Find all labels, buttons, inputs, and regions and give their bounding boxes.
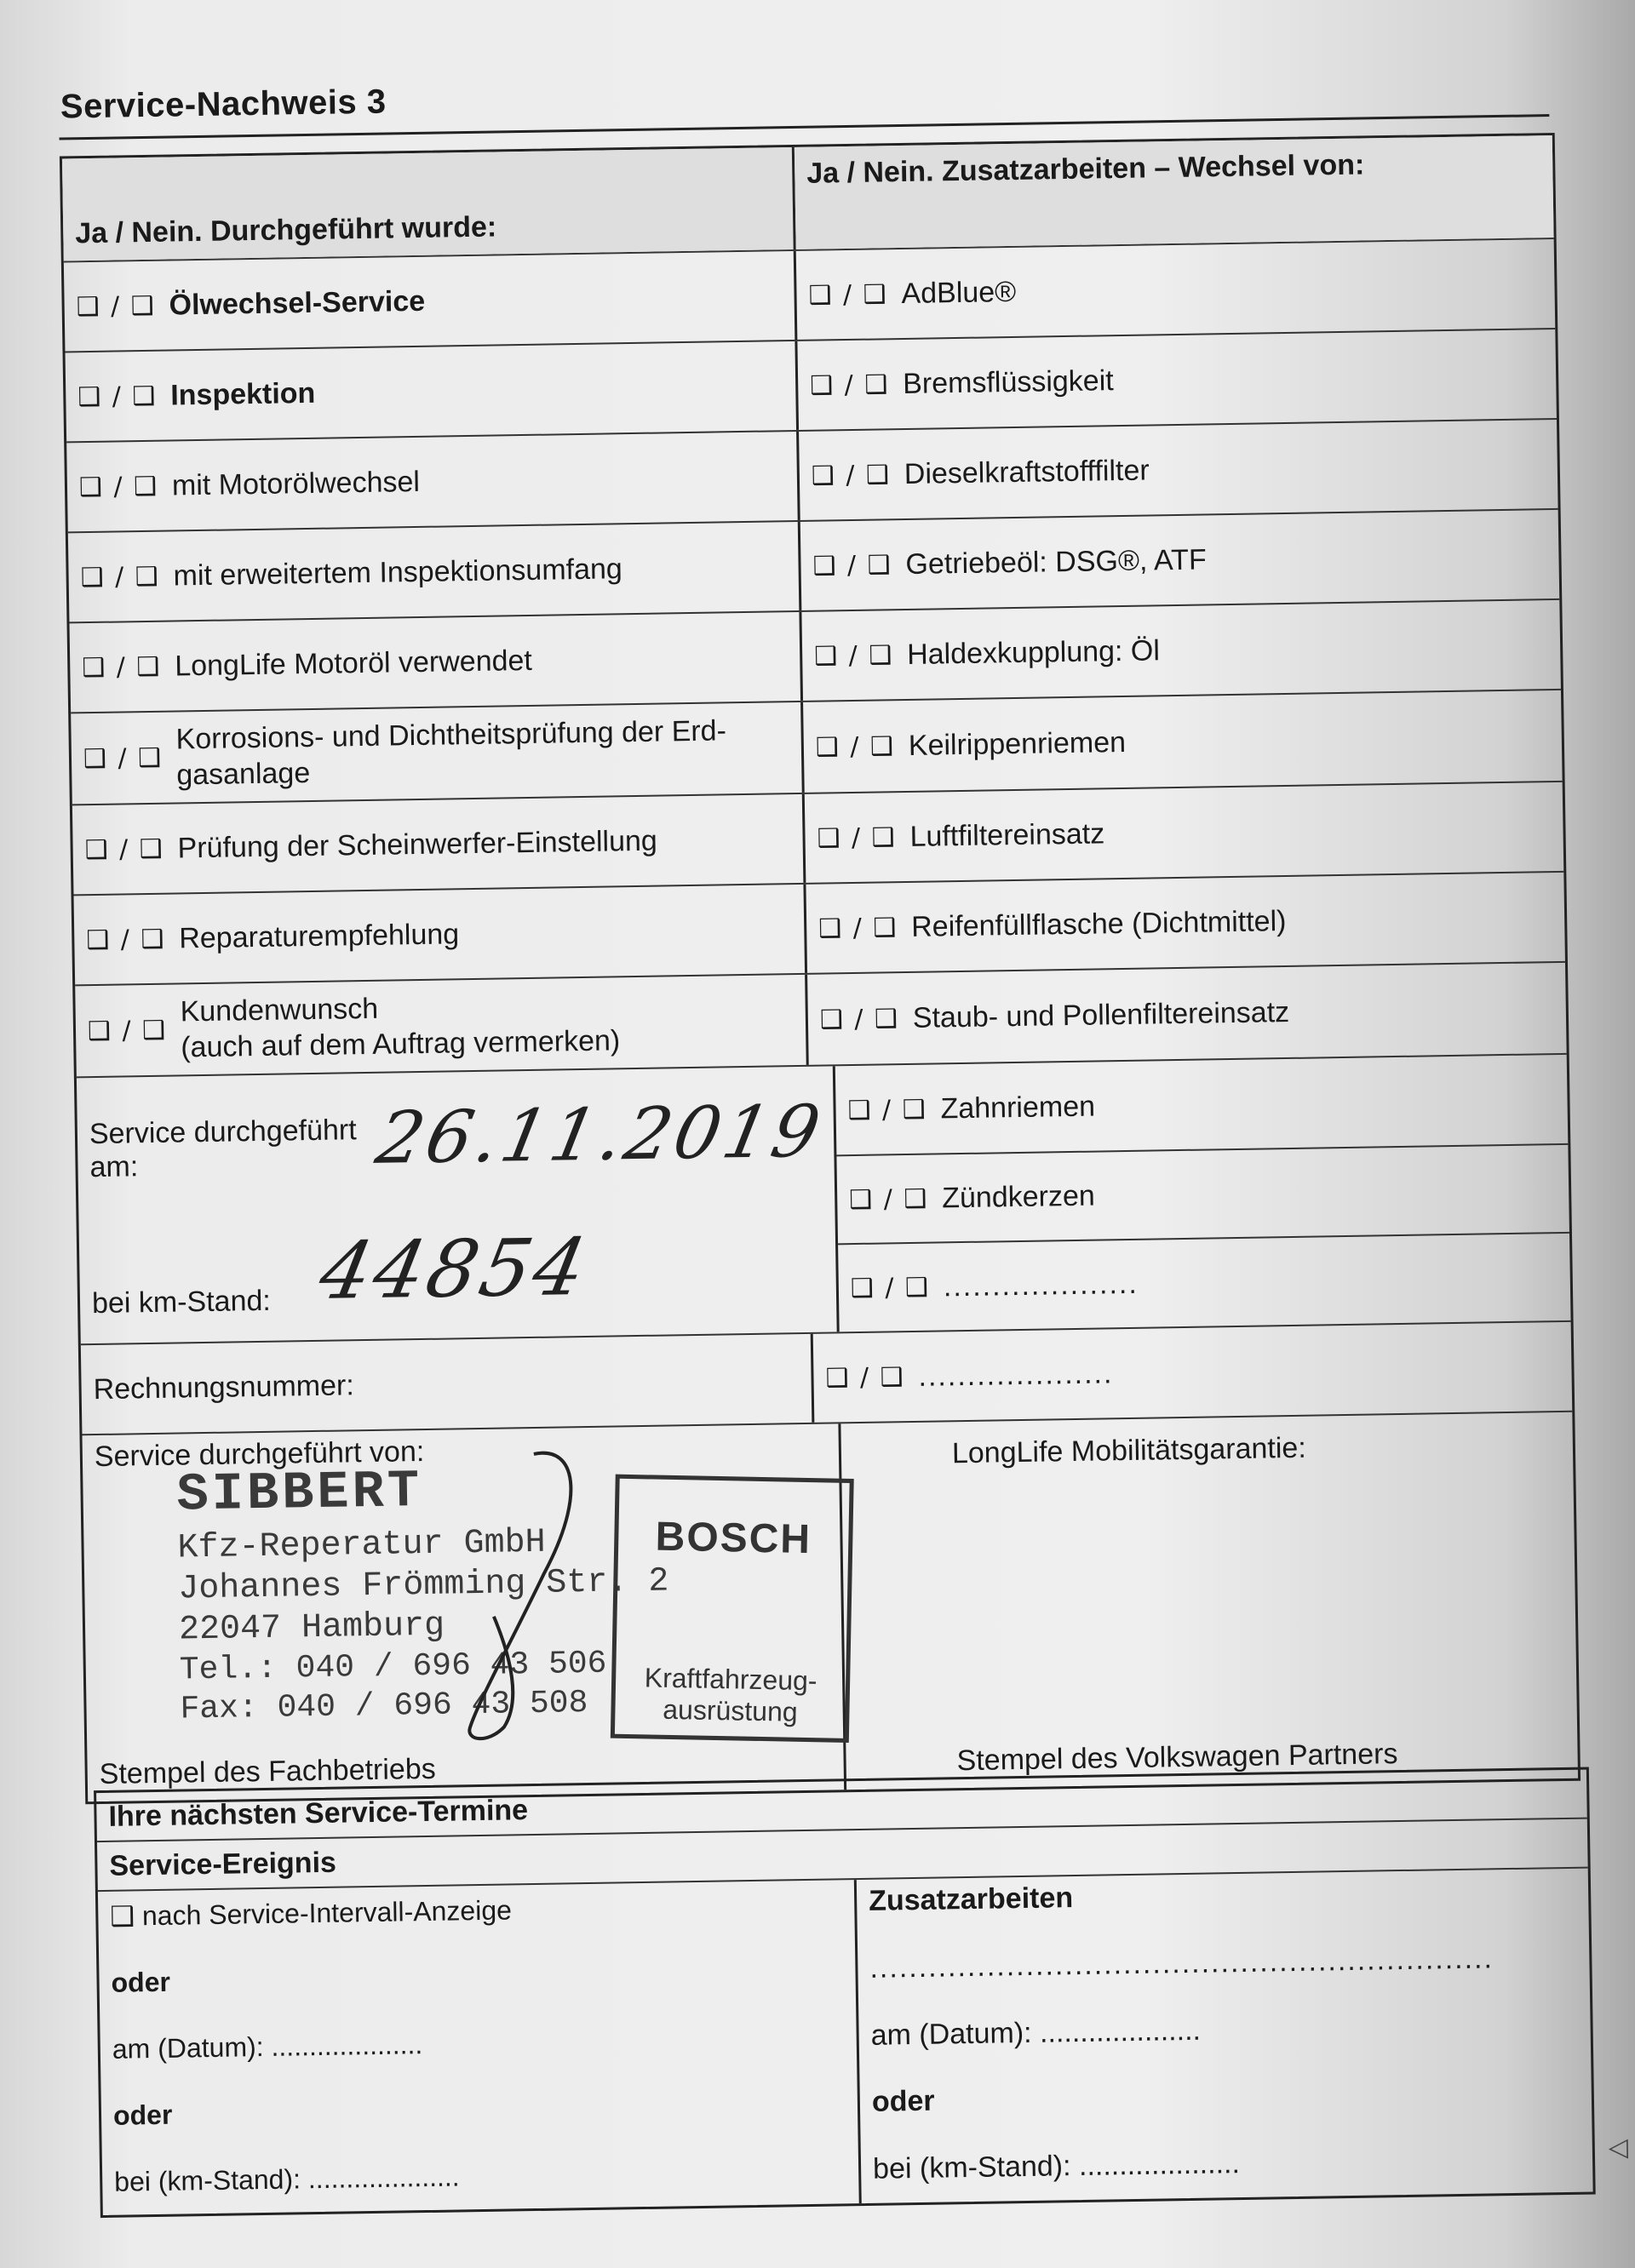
- event-header: Service-Ereignis: [109, 1846, 337, 1882]
- checkbox-pair[interactable]: ❑ / ❑: [813, 639, 894, 672]
- mobility-guarantee-label: LongLife Mobilitätsgarantie:: [951, 1431, 1307, 1470]
- left-item-longlife-oil: ❑ / ❑ LongLife Motoröl verwendet: [70, 612, 804, 712]
- right-item-blank-1: ❑ / ❑ ....................: [838, 1232, 1571, 1332]
- checkbox-pair[interactable]: ❑ / ❑: [812, 549, 892, 581]
- right-item-air-filter: ❑ / ❑ Luftfiltereinsatz: [817, 816, 1105, 854]
- service-record-sheet: [17, 14, 1629, 2251]
- checkbox-pair[interactable]: ❑ / ❑: [818, 912, 898, 944]
- right-subrows: [835, 1055, 1571, 1332]
- table-row: [77, 1053, 1571, 1343]
- checkbox-pair[interactable]: ❑ / ❑: [811, 459, 892, 491]
- left-item-customer-request: ❑ / ❑ Kundenwunsch (auch auf dem Auftrag vermerken): [75, 975, 809, 1076]
- right-header: Ja / Nein. Zusatzarbeiten – Wechsel von:: [795, 135, 1554, 249]
- right-item-brake-fluid: ❑ / ❑ Bremsflüssigkeit: [809, 364, 1114, 401]
- workshop-stamp-cell: [82, 1423, 846, 1801]
- right-item-tire-sealant: ❑ / ❑ Reifenfüllflasche (Dichtmittel): [818, 904, 1287, 944]
- checkbox-pair[interactable]: ❑ / ❑: [76, 290, 156, 322]
- extra-km-field[interactable]: bei (km-Stand): ....................: [872, 2147, 1241, 2185]
- left-item-oil-change-sub: ❑ / ❑ mit Motorölwechsel: [66, 432, 800, 531]
- stamp-line: 22047 Hamburg: [178, 1606, 445, 1650]
- event-column: ❑ nach Service-Intervall-Anzeige oder am (Datum): .................... oder bei (km-Stand): ....................: [98, 1880, 862, 2215]
- invoice-number-field: Rechnungsnummer:: [81, 1334, 815, 1434]
- service-table: [60, 133, 1580, 1804]
- checkbox-pair[interactable]: ❑ / ❑: [808, 278, 888, 311]
- bosch-stamp: BOSCH Kraftfahrzeug- ausrüstung: [611, 1475, 854, 1743]
- right-item-blank-2: ❑ / ❑ ....................: [825, 1356, 1114, 1394]
- checkbox-pair[interactable]: ❑ / ❑: [86, 924, 166, 955]
- checkbox-pair[interactable]: ❑ / ❑: [78, 471, 159, 502]
- left-item-headlight: ❑ / ❑ Prüfung der Scheinwerfer-Einstellung: [72, 794, 806, 894]
- left-item-oil-change: ❑ / ❑ Ölwechsel-Service: [64, 251, 798, 351]
- right-item-haldex: ❑ / ❑ Haldexkupplung: Öl: [813, 633, 1161, 672]
- stamp-line: Fax: 040 / 696 43 508: [180, 1685, 588, 1728]
- stamp-line: Kfz-Reperatur GmbH: [177, 1523, 546, 1568]
- left-item-extended-inspection: ❑ / ❑ mit erweitertem Inspektionsumfang: [68, 522, 802, 621]
- stamp-line: Tel.: 040 / 696 43 506: [179, 1645, 607, 1689]
- extra-date-field[interactable]: am (Datum): ....................: [870, 2013, 1202, 2052]
- checkbox-pair[interactable]: ❑ / ❑: [80, 561, 160, 593]
- next-km-field[interactable]: bei (km-Stand): ....................: [113, 2161, 460, 2197]
- right-item-belt: ❑ / ❑ Keilrippenriemen: [815, 725, 1127, 763]
- handwritten-km[interactable]: 44854: [312, 1222, 597, 1318]
- left-header: Ja / Nein. Durchgeführt wurde:: [62, 147, 796, 261]
- right-item-gear-oil: ❑ / ❑ Getriebeöl: DSG®, ATF: [812, 542, 1207, 581]
- checkbox-pair[interactable]: ❑ / ❑: [848, 1183, 929, 1215]
- partner-stamp-cell: [840, 1412, 1578, 1790]
- page-title: Service-Nachweis 3: [60, 83, 387, 126]
- checkbox-pair[interactable]: ❑ / ❑: [825, 1361, 905, 1394]
- left-item-inspection: ❑ / ❑ Inspektion: [66, 341, 800, 441]
- checkbox-pair[interactable]: ❑ / ❑: [82, 651, 162, 683]
- stamp-company-name: SIBBERT: [176, 1461, 423, 1526]
- next-body-row: [98, 1867, 1593, 2215]
- checkbox-pair[interactable]: ❑ / ❑: [809, 369, 890, 401]
- service-date-km-block: [77, 1066, 840, 1343]
- stamp-caption-right: Stempel des Volkswagen Partners: [956, 1738, 1398, 1778]
- checkbox-pair[interactable]: ❑ / ❑: [87, 1015, 168, 1046]
- left-item-gas-check: ❑ / ❑ Korrosions- und Dichtheitsprüfung der Erd- gasanlage: [71, 702, 805, 804]
- checkbox-pair[interactable]: ❑ / ❑: [83, 742, 164, 774]
- checkbox-pair[interactable]: ❑ / ❑: [817, 822, 897, 854]
- extra-dots-line[interactable]: ................................................................: [869, 1942, 1494, 1984]
- checkbox-pair[interactable]: ❑ / ❑: [815, 730, 896, 763]
- checkbox-pair[interactable]: ❑ / ❑: [84, 833, 164, 865]
- service-date-field: Service durchgeführt am: 26.11.2019: [89, 1089, 830, 1183]
- next-service-table: [94, 1767, 1596, 2219]
- right-item-spark-plugs: ❑ / ❑ Zündkerzen: [836, 1143, 1569, 1243]
- bosch-brand: BOSCH: [655, 1514, 812, 1563]
- right-item-diesel-filter: ❑ / ❑ Dieselkraftstofffilter: [811, 453, 1150, 491]
- right-item-adblue: ❑ / ❑ AdBlue®: [808, 275, 1017, 311]
- km-field: bei km-Stand: 44854: [91, 1222, 597, 1320]
- checkbox-pair[interactable]: ❑ / ❑: [819, 1003, 900, 1035]
- stamp-caption-left: Stempel des Fachbetriebs: [99, 1752, 436, 1791]
- next-date-field[interactable]: am (Datum): ....................: [112, 2029, 423, 2065]
- checkbox-pair[interactable]: ❑ / ❑: [847, 1094, 927, 1125]
- signature-icon: [440, 1445, 599, 1754]
- right-item-pollen-filter: ❑ / ❑ Staub- und Pollenfiltereinsatz: [819, 995, 1290, 1035]
- stamp-row: [82, 1411, 1578, 1801]
- checkbox-pair[interactable]: ❑ / ❑: [850, 1272, 931, 1303]
- handwritten-date[interactable]: 26.11.2019: [370, 1089, 830, 1180]
- interval-option[interactable]: ❑ nach Service-Intervall-Anzeige: [110, 1894, 513, 1932]
- extra-column: Zusatzarbeiten ................................................................ am (Datum): .................... oder bei (km-Stand): ....................: [857, 1869, 1593, 2203]
- page-marker-icon: ◁: [1608, 2133, 1629, 2162]
- extra-header: Zusatzarbeiten: [868, 1881, 1074, 1917]
- next-service-title: Ihre nächsten Service-Termine: [108, 1793, 529, 1833]
- checkbox-pair[interactable]: ❑ / ❑: [77, 381, 158, 412]
- left-item-repair-recommendation: ❑ / ❑ Reparaturempfehlung: [74, 885, 808, 984]
- stamp-line: Johannes Frömming Str. 2: [177, 1562, 669, 1609]
- performed-by-label: Service durchgeführt von:: [94, 1435, 425, 1474]
- right-item-timing-belt: ❑ / ❑ Zahnriemen: [847, 1090, 1096, 1125]
